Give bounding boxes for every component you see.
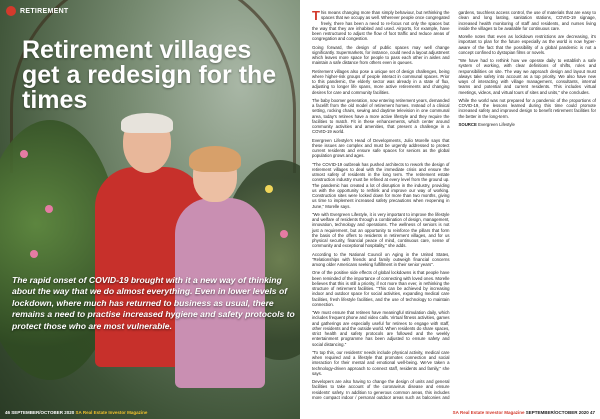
flower <box>20 150 28 158</box>
issue-date: SEPTEMBER/OCTOBER 2020 <box>11 410 75 415</box>
headline: Retirement villages get a redesign for the times <box>22 36 277 114</box>
body-paragraph: "We must ensure that retirees have meaningful stimulation daily, which includes frequent phone and video calls. Virtual fitness activities, games and gatherings are especially useful for retirees to engage with staff, other residents and the outside world. When residents do share spaces, strict health and safety protocols are followed and the weekly entertainment programme has been adjusted to ensure safety and social distancing." <box>312 310 450 347</box>
body-paragraph: "We have had to rethink how we operate daily to establish a safe system of working, with clear definitions of shifts, roles and responsibilities on site. The way we approach design and layout must always take safety into account as a top priority. We also have new ways of interacting with village management, consultants, internal teams and potential and current residents. This includes virtual meetings, videos, and virtual tours of sites and units," she concludes. <box>458 58 596 95</box>
body-paragraph: According to the National Council on Aging in the United States, "Relationships with friends and family outweigh financial concerns among older Americans seeking fulfillment in their senior years". <box>312 251 450 267</box>
publication-name: SA Real Estate Investor Magazine <box>75 410 148 415</box>
body-paragraph: "We with Evergreen Lifestyle, it is very important to improve the lifestyle and welfare of residents through a combination of design, management, innovation, technology and operations. The wellness of seniors is not just a requirement, but an opportunity to reinforce the pillars that form the basis of the offers to residents in retirement villages, and for us physical security, financial peace of mind, continuous care, sense of community and exceptional hospitality," she adds. <box>312 211 450 249</box>
publication-name: SA Real Estate Investor Magazine <box>452 410 525 415</box>
body-paragraph: Going forward, the design of public spaces may well change significantly. Supermarkets, for instance, could need a layout adjustment which leaves more space for people to pass each other in aisles and maintain a safe distance from others even in queues. <box>312 44 450 66</box>
page-number: 47 <box>589 410 595 415</box>
body-paragraph: Evergreen Lifestyle's Head of Developments, Julio Morelle says that these issues are complex and must be urgently addressed to protect current residents and ensure safe spaces for seniors as the global population grows and ages. <box>312 137 450 159</box>
source-value: Evergreen Lifestyle <box>478 121 515 127</box>
folio-right <box>453 410 595 415</box>
issue-date: SEPTEMBER/OCTOBER 2020 <box>525 410 589 415</box>
flower <box>45 205 53 213</box>
body-paragraph: This means changing more than simply behaviour, but rethinking the spaces that we occupy as well. Wherever people once congregated freely, there has been a need to re-focus not only the spaces but the way that they are inhabited and used. Airports, for example, have been restructured to adjust the flow of foot traffic and reduce areas of congregation and congestion. <box>312 8 450 42</box>
body-paragraph: "The COVID-19 outbreak has pushed architects to rework the design of retirement villages to deal with the immediate crisis and ensure the utmost safety of residents in the long term. The retirement estate construction industry must be refined at every level from the ground up. The pandemic has created a lot of disruption in the industry, providing us with the opportunity to rethink and improve our way of working. Construction sites were locked down for more than two months, giving us time to implement increased safety precautions when reopening in June," Morelle says. <box>312 161 450 209</box>
body-paragraph: One of the positive side effects of global lockdowns is that people have been reminded of the importance of connecting with loved ones. Morelle believes that this is still a priority, if not more than ever, in rethinking the structure of retirement facilities. "This can be achieved by increasing indoor and outdoor space for social activities, expanding medical care facilities, fresh lifestyle facilities, and the use of technology to maintain connection. <box>312 270 450 307</box>
body-paragraph: Retirement villages also pose a unique set of design challenges, being where higher-risk groups of people interact in communal spaces. Prior to this pandemic, the elderly sector was already in a state of flux, adjusting to longer life spans, more active retirements and changing desires for care and community facilities. <box>312 68 450 95</box>
body-paragraph: The baby boomer generation, now entering retirement years, demanded a facelift from the old model of retirement homes. Instead of a clinical setting, rocking chairs, sewing and daytime television in one communal area, today's retirees have a more active lifestyle and they require the facilities to match. Fit in these enhancements, which center around community activities and amenities, that present a challenge in a COVID-19 world. <box>312 97 450 135</box>
section-label: RETIREMENT <box>20 7 69 15</box>
body-paragraph: Morelle notes that even as lockdown restrictions are decreasing, it's important to plan for the future especially as the world is now hyper-aware of the fact that the possibility of a global pandemic is not a concept confined to dystopian films or novels. <box>458 34 596 55</box>
body-paragraph: Developers are also having to change the design of units and general facilities to take account of the coronavirus disease and ensure residents' safety. In addition to generous common areas, this includes more compact indoor / personal outdoor areas such as balconies and gardens, touchless access control, the use of materials that are easy to clean and long lasting, sanitation stations, COVID-19 signage, increased health monitoring of staff and residents, and nurses living inside the villages to be available for continuous care. <box>312 10 596 400</box>
flower <box>30 250 38 258</box>
pull-quote: The rapid onset of COVID-19 brought with it a new way of thinking about the way that we do almost everything. Even in lower levels of lockdown, where much has returned to business as usual, there remains a need to practise increased hygiene and safety protocols to protect those who are most vulnerable. <box>12 275 295 331</box>
section-tag <box>6 6 69 16</box>
source-label: SOURCE <box>458 121 477 127</box>
article-text-page <box>300 0 600 419</box>
woman-figure <box>175 150 270 380</box>
section-dot-icon <box>6 6 16 16</box>
flower <box>280 230 288 238</box>
page-number: 46 <box>5 410 11 415</box>
folio-left <box>5 410 147 415</box>
article-body <box>312 10 596 400</box>
body-paragraph: "To top this, our residents' needs include physical activity, medical care when required and a lifestyle that promotes connection and social interaction for their mental and emotional well-being. We've taken a technology-driven approach to connect staff, residents and family," she says. <box>312 349 450 376</box>
body-paragraph: While the world was not prepared for a pandemic of the proportions of COVID-19, the lessons learned during this time could promote increased safety and improved design to benefit retirement facilities for the better in the long-term. <box>458 97 596 119</box>
source-line <box>459 122 597 127</box>
